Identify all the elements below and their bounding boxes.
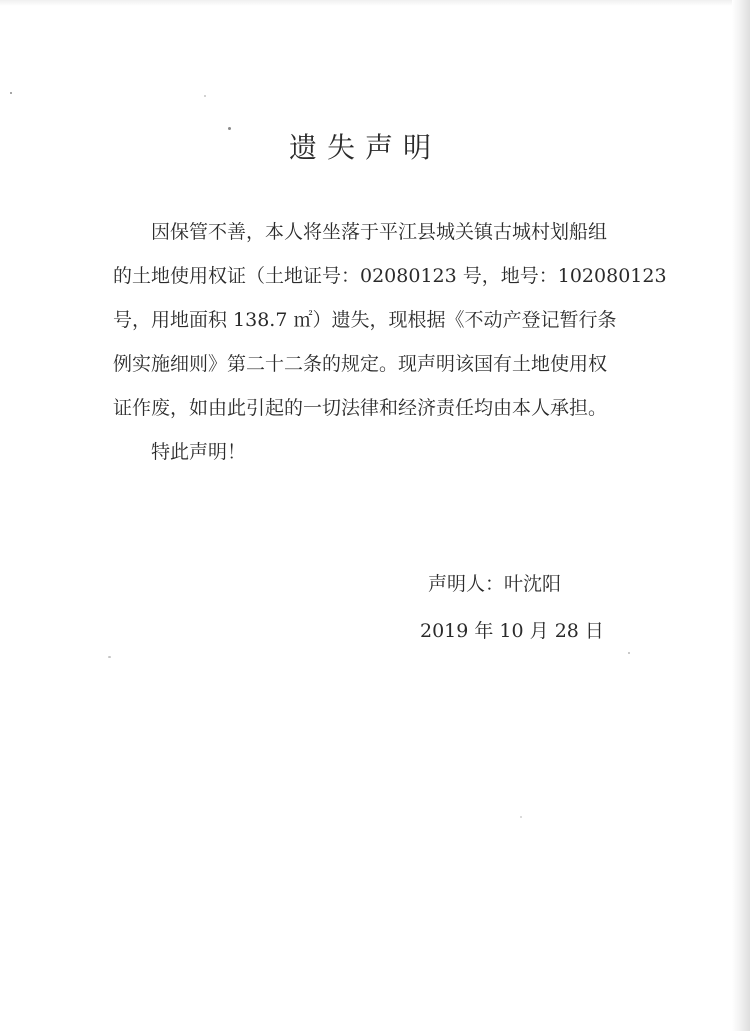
- page-right-edge: [732, 0, 750, 1031]
- scan-speck: [204, 95, 206, 97]
- scan-speck: [628, 652, 630, 654]
- scan-speck: [108, 656, 111, 658]
- body-line: 例实施细则》第二十二条的规定。现声明该国有土地使用权: [113, 353, 608, 375]
- body-line: 因保管不善，本人将坐落于平江县城关镇古城村划船组: [151, 221, 608, 243]
- scan-speck: [520, 816, 522, 818]
- body-line: 的土地使用权证（土地证号：02080123 号，地号：102080123: [113, 265, 667, 287]
- declaration-body: [113, 210, 667, 474]
- scan-speck: [10, 92, 12, 94]
- document-title: 遗失声明: [288, 131, 441, 164]
- body-line: 号，用地面积 138.7 ㎡）遗失，现根据《不动产登记暂行条: [113, 309, 617, 331]
- declarant-name: 声明人：叶沈阳: [428, 573, 562, 595]
- closing-statement: 特此声明！: [151, 441, 247, 463]
- declaration-date: 2019 年 10 月 28 日: [420, 620, 604, 642]
- body-line: 证作废，如由此引起的一切法律和经济责任均由本人承担。: [113, 397, 608, 419]
- page-top-edge: [0, 0, 750, 6]
